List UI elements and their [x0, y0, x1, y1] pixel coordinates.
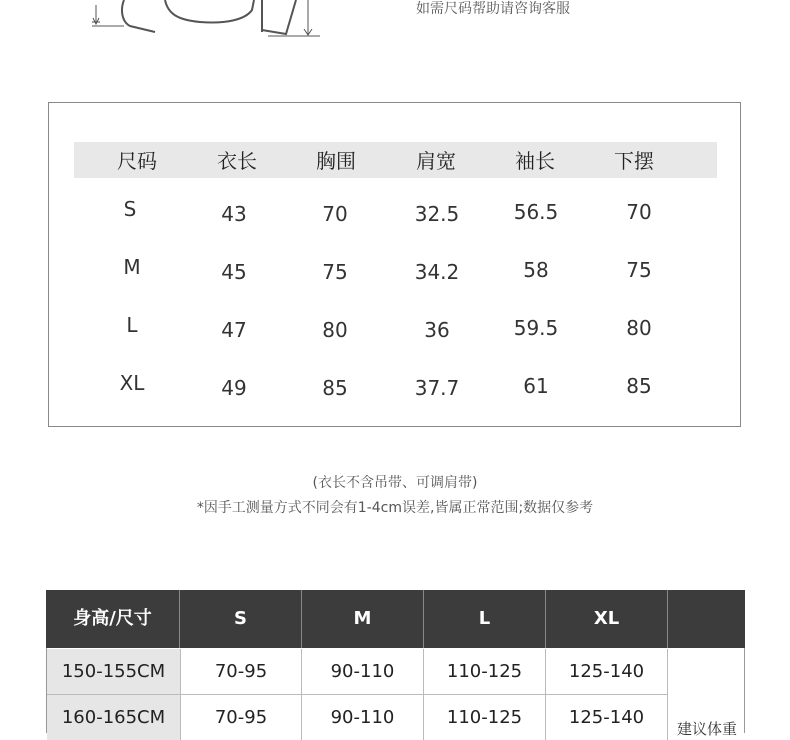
table-cell: 70: [322, 202, 348, 226]
weight-header-xl: XL: [546, 590, 668, 648]
table-cell: XL: [119, 371, 145, 395]
table-cell: 85: [322, 376, 348, 400]
table-cell: 80: [322, 318, 348, 342]
weight-cell: 90-110: [302, 695, 424, 740]
table-cell: M: [123, 255, 141, 279]
table-cell: 45: [221, 260, 247, 284]
weight-cell: 110-125: [424, 649, 546, 694]
header-length: 衣长: [217, 149, 257, 173]
weight-cell: 110-125: [424, 695, 546, 740]
weight-header-m: M: [302, 590, 424, 648]
table-cell: 34.2: [414, 260, 460, 284]
header-sleeve: 袖长: [515, 149, 555, 173]
strap-note: (衣长不含吊带、可调肩带): [312, 475, 478, 491]
header-size: 尺码: [117, 149, 157, 173]
suggested-weight-label: 建议体重: [677, 720, 738, 738]
table-cell: 85: [626, 374, 652, 398]
weight-header-extra: [668, 590, 745, 648]
table-cell: 49: [221, 376, 247, 400]
weight-cell: 70-95: [180, 695, 302, 740]
header-chest: 胸围: [316, 149, 356, 173]
row-divider: [47, 694, 668, 695]
table-cell: 58: [523, 258, 549, 282]
weight-header-l: L: [424, 590, 546, 648]
table-cell: 75: [626, 258, 652, 282]
table-cell: 80: [626, 316, 652, 340]
weight-cell: 125-140: [546, 649, 668, 694]
table-cell: 61: [523, 374, 549, 398]
weight-header-height: 身高/尺寸: [46, 590, 180, 648]
table-cell: 75: [322, 260, 348, 284]
header-hem: 下摆: [614, 149, 654, 173]
row-label: 160-165CM: [47, 695, 180, 740]
size-help-note: 如需尺码帮助请咨询客服: [416, 1, 570, 17]
table-cell: L: [126, 313, 138, 337]
table-cell: 70: [626, 200, 652, 224]
row-label: 150-155CM: [47, 649, 180, 694]
table-cell: S: [123, 197, 137, 221]
garment-sketch: [0, 0, 400, 50]
table-cell: 36: [424, 318, 450, 342]
table-cell: 43: [221, 202, 247, 226]
weight-cell: 70-95: [180, 649, 302, 694]
table-cell: 56.5: [513, 200, 559, 224]
table-cell: 37.7: [414, 376, 460, 400]
table-cell: 32.5: [414, 202, 460, 226]
table-cell: 59.5: [513, 316, 559, 340]
header-shoulder: 肩宽: [416, 149, 456, 173]
table-cell: 47: [221, 318, 247, 342]
weight-cell: 90-110: [302, 649, 424, 694]
weight-cell: 125-140: [546, 695, 668, 740]
weight-header-s: S: [180, 590, 302, 648]
measurement-disclaimer: *因手工测量方式不同会有1-4cm误差,皆属正常范围;数据仅参考: [196, 500, 594, 516]
